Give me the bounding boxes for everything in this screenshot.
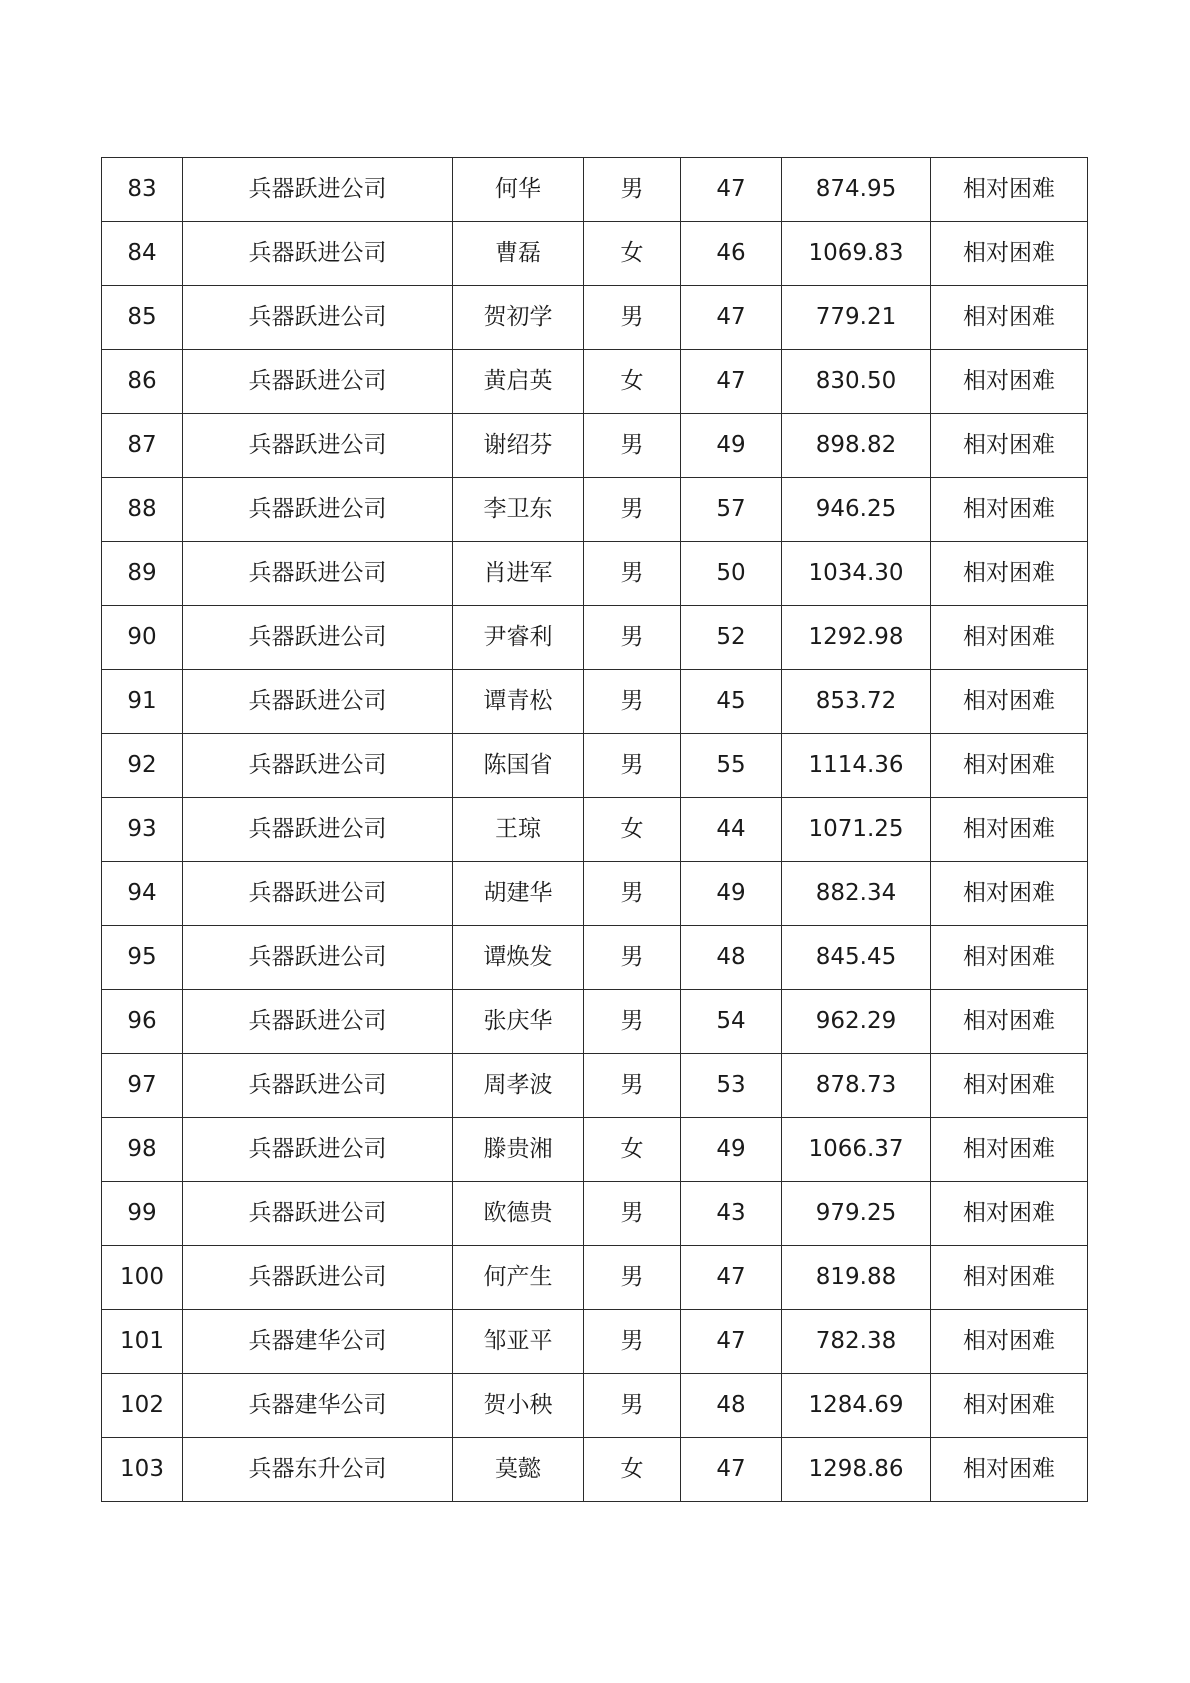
cell-status: 相对困难 <box>931 350 1088 414</box>
cell-gender: 男 <box>584 1310 681 1374</box>
cell-gender: 男 <box>584 926 681 990</box>
cell-gender: 男 <box>584 862 681 926</box>
table-row <box>102 478 1088 542</box>
cell-company: 兵器东升公司 <box>183 1438 453 1502</box>
cell-income: 845.45 <box>782 926 931 990</box>
table-row <box>102 734 1088 798</box>
cell-name: 尹睿利 <box>453 606 584 670</box>
cell-age: 46 <box>681 222 782 286</box>
cell-gender: 男 <box>584 606 681 670</box>
cell-serial-number: 96 <box>102 990 183 1054</box>
table-row <box>102 542 1088 606</box>
table-row <box>102 670 1088 734</box>
cell-income: 819.88 <box>782 1246 931 1310</box>
cell-name: 贺小秧 <box>453 1374 584 1438</box>
cell-serial-number: 94 <box>102 862 183 926</box>
cell-income: 979.25 <box>782 1182 931 1246</box>
cell-age: 47 <box>681 1246 782 1310</box>
cell-age: 53 <box>681 1054 782 1118</box>
cell-serial-number: 88 <box>102 478 183 542</box>
cell-status: 相对困难 <box>931 286 1088 350</box>
cell-company: 兵器跃进公司 <box>183 862 453 926</box>
cell-income: 1284.69 <box>782 1374 931 1438</box>
cell-status: 相对困难 <box>931 798 1088 862</box>
cell-status: 相对困难 <box>931 1310 1088 1374</box>
cell-gender: 男 <box>584 1374 681 1438</box>
table-row <box>102 1054 1088 1118</box>
cell-age: 47 <box>681 350 782 414</box>
cell-age: 50 <box>681 542 782 606</box>
cell-status: 相对困难 <box>931 1374 1088 1438</box>
cell-income: 1066.37 <box>782 1118 931 1182</box>
cell-age: 45 <box>681 670 782 734</box>
cell-name: 周孝波 <box>453 1054 584 1118</box>
cell-gender: 女 <box>584 1438 681 1502</box>
cell-company: 兵器跃进公司 <box>183 606 453 670</box>
cell-status: 相对困难 <box>931 414 1088 478</box>
cell-status: 相对困难 <box>931 158 1088 222</box>
cell-gender: 女 <box>584 798 681 862</box>
cell-gender: 男 <box>584 1246 681 1310</box>
table-row <box>102 1246 1088 1310</box>
cell-serial-number: 83 <box>102 158 183 222</box>
cell-name: 欧德贵 <box>453 1182 584 1246</box>
cell-gender: 男 <box>584 414 681 478</box>
cell-status: 相对困难 <box>931 1438 1088 1502</box>
cell-name: 贺初学 <box>453 286 584 350</box>
cell-status: 相对困难 <box>931 926 1088 990</box>
cell-name: 黄启英 <box>453 350 584 414</box>
cell-name: 王琼 <box>453 798 584 862</box>
table-row <box>102 990 1088 1054</box>
cell-company: 兵器建华公司 <box>183 1374 453 1438</box>
cell-serial-number: 89 <box>102 542 183 606</box>
cell-status: 相对困难 <box>931 670 1088 734</box>
cell-serial-number: 101 <box>102 1310 183 1374</box>
cell-age: 47 <box>681 1438 782 1502</box>
cell-gender: 女 <box>584 350 681 414</box>
roster-table-body <box>102 158 1088 1502</box>
cell-name: 张庆华 <box>453 990 584 1054</box>
cell-serial-number: 98 <box>102 1118 183 1182</box>
cell-status: 相对困难 <box>931 478 1088 542</box>
cell-company: 兵器跃进公司 <box>183 1182 453 1246</box>
cell-company: 兵器跃进公司 <box>183 350 453 414</box>
cell-company: 兵器跃进公司 <box>183 734 453 798</box>
cell-name: 何华 <box>453 158 584 222</box>
cell-age: 55 <box>681 734 782 798</box>
cell-serial-number: 92 <box>102 734 183 798</box>
cell-gender: 男 <box>584 990 681 1054</box>
cell-company: 兵器跃进公司 <box>183 222 453 286</box>
roster-table <box>101 157 1088 1502</box>
table-row <box>102 414 1088 478</box>
cell-income: 946.25 <box>782 478 931 542</box>
cell-gender: 男 <box>584 158 681 222</box>
cell-serial-number: 90 <box>102 606 183 670</box>
cell-income: 898.82 <box>782 414 931 478</box>
cell-name: 滕贵湘 <box>453 1118 584 1182</box>
cell-age: 49 <box>681 862 782 926</box>
cell-status: 相对困难 <box>931 1054 1088 1118</box>
cell-income: 882.34 <box>782 862 931 926</box>
cell-income: 1298.86 <box>782 1438 931 1502</box>
cell-income: 1034.30 <box>782 542 931 606</box>
cell-serial-number: 93 <box>102 798 183 862</box>
cell-income: 779.21 <box>782 286 931 350</box>
cell-gender: 男 <box>584 286 681 350</box>
cell-age: 49 <box>681 414 782 478</box>
cell-serial-number: 97 <box>102 1054 183 1118</box>
cell-company: 兵器跃进公司 <box>183 926 453 990</box>
cell-income: 874.95 <box>782 158 931 222</box>
cell-name: 曹磊 <box>453 222 584 286</box>
table-row <box>102 1374 1088 1438</box>
cell-status: 相对困难 <box>931 222 1088 286</box>
cell-age: 57 <box>681 478 782 542</box>
table-row <box>102 1182 1088 1246</box>
table-row <box>102 862 1088 926</box>
cell-gender: 男 <box>584 478 681 542</box>
cell-status: 相对困难 <box>931 862 1088 926</box>
cell-age: 47 <box>681 1310 782 1374</box>
cell-serial-number: 87 <box>102 414 183 478</box>
table-row <box>102 1118 1088 1182</box>
table-row <box>102 798 1088 862</box>
cell-status: 相对困难 <box>931 542 1088 606</box>
cell-company: 兵器建华公司 <box>183 1310 453 1374</box>
cell-name: 肖进军 <box>453 542 584 606</box>
cell-company: 兵器跃进公司 <box>183 478 453 542</box>
cell-status: 相对困难 <box>931 1118 1088 1182</box>
cell-income: 1292.98 <box>782 606 931 670</box>
cell-gender: 男 <box>584 1182 681 1246</box>
table-row <box>102 926 1088 990</box>
cell-company: 兵器跃进公司 <box>183 414 453 478</box>
cell-name: 何产生 <box>453 1246 584 1310</box>
cell-serial-number: 103 <box>102 1438 183 1502</box>
cell-gender: 男 <box>584 542 681 606</box>
cell-gender: 男 <box>584 1054 681 1118</box>
table-row <box>102 1438 1088 1502</box>
cell-status: 相对困难 <box>931 1246 1088 1310</box>
cell-age: 54 <box>681 990 782 1054</box>
cell-serial-number: 100 <box>102 1246 183 1310</box>
cell-name: 谢绍芬 <box>453 414 584 478</box>
cell-serial-number: 86 <box>102 350 183 414</box>
cell-age: 44 <box>681 798 782 862</box>
table-row <box>102 286 1088 350</box>
cell-name: 谭青松 <box>453 670 584 734</box>
table-row <box>102 606 1088 670</box>
cell-serial-number: 95 <box>102 926 183 990</box>
cell-serial-number: 99 <box>102 1182 183 1246</box>
cell-company: 兵器跃进公司 <box>183 286 453 350</box>
cell-age: 48 <box>681 926 782 990</box>
cell-status: 相对困难 <box>931 990 1088 1054</box>
cell-company: 兵器跃进公司 <box>183 542 453 606</box>
cell-status: 相对困难 <box>931 1182 1088 1246</box>
table-row <box>102 350 1088 414</box>
cell-serial-number: 91 <box>102 670 183 734</box>
cell-age: 48 <box>681 1374 782 1438</box>
cell-name: 李卫东 <box>453 478 584 542</box>
cell-status: 相对困难 <box>931 734 1088 798</box>
cell-age: 43 <box>681 1182 782 1246</box>
cell-income: 962.29 <box>782 990 931 1054</box>
cell-company: 兵器跃进公司 <box>183 1054 453 1118</box>
cell-gender: 女 <box>584 222 681 286</box>
cell-company: 兵器跃进公司 <box>183 670 453 734</box>
cell-name: 胡建华 <box>453 862 584 926</box>
cell-serial-number: 84 <box>102 222 183 286</box>
cell-age: 52 <box>681 606 782 670</box>
cell-name: 邹亚平 <box>453 1310 584 1374</box>
cell-income: 878.73 <box>782 1054 931 1118</box>
cell-income: 853.72 <box>782 670 931 734</box>
cell-income: 782.38 <box>782 1310 931 1374</box>
cell-age: 47 <box>681 158 782 222</box>
cell-company: 兵器跃进公司 <box>183 158 453 222</box>
cell-serial-number: 102 <box>102 1374 183 1438</box>
cell-income: 830.50 <box>782 350 931 414</box>
cell-income: 1069.83 <box>782 222 931 286</box>
cell-name: 陈国省 <box>453 734 584 798</box>
cell-gender: 男 <box>584 734 681 798</box>
cell-serial-number: 85 <box>102 286 183 350</box>
cell-company: 兵器跃进公司 <box>183 1118 453 1182</box>
cell-age: 49 <box>681 1118 782 1182</box>
cell-name: 谭焕发 <box>453 926 584 990</box>
cell-income: 1114.36 <box>782 734 931 798</box>
cell-income: 1071.25 <box>782 798 931 862</box>
cell-gender: 男 <box>584 670 681 734</box>
table-row <box>102 1310 1088 1374</box>
cell-company: 兵器跃进公司 <box>183 798 453 862</box>
cell-name: 莫懿 <box>453 1438 584 1502</box>
cell-status: 相对困难 <box>931 606 1088 670</box>
cell-age: 47 <box>681 286 782 350</box>
cell-company: 兵器跃进公司 <box>183 1246 453 1310</box>
table-row <box>102 222 1088 286</box>
cell-gender: 女 <box>584 1118 681 1182</box>
cell-company: 兵器跃进公司 <box>183 990 453 1054</box>
table-row <box>102 158 1088 222</box>
